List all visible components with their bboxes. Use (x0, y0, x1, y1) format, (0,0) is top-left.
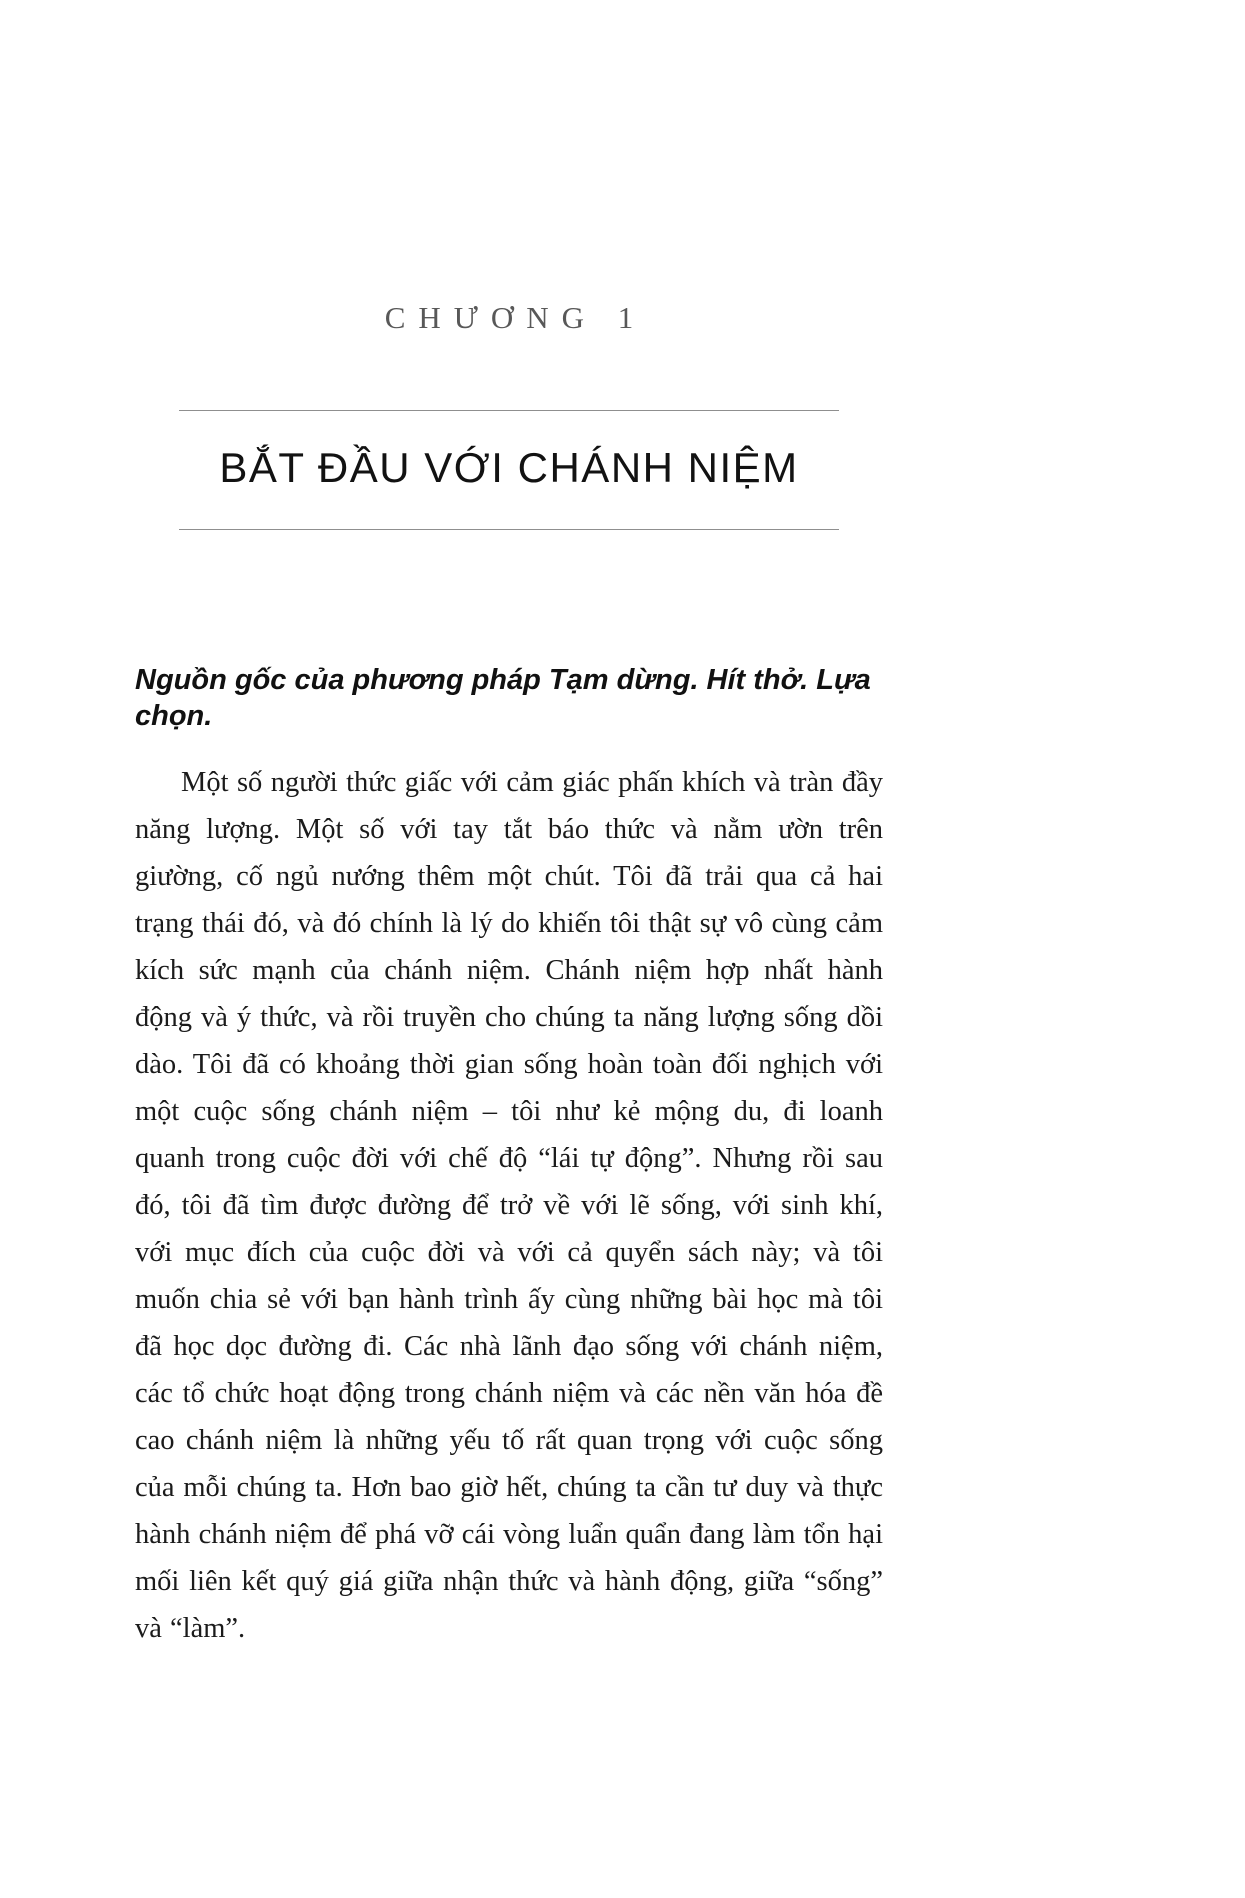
chapter-label: CHƯƠNG 1 (384, 300, 647, 335)
book-page (135, 0, 883, 1652)
chapter-title-block (179, 410, 839, 530)
section-subtitle: Nguồn gốc của phương pháp Tạm dừng. Hít thở. Lựa chọn. (135, 664, 871, 733)
body-paragraph: Một số người thức giấc với cảm giác phấn khích và tràn đầy năng lượng. Một số với tay tắt báo thức và nằm ườn trên giường, cố ngủ nướng thêm một chút. Tôi đã trải qua cả hai trạng thái đó, và đó chính là lý do khiến tôi thật sự vô cùng cảm kích sức mạnh của chánh niệm. Chánh niệm hợp nhất hành động và ý thức, và rồi truyền cho chúng ta năng lượng sống dồi dào. Tôi đã có khoảng thời gian sống hoàn toàn đối nghịch với một cuộc sống chánh niệm – tôi như kẻ mộng du, đi loanh quanh trong cuộc đời với chế độ “lái tự động”. Nhưng rồi sau đó, tôi đã tìm được đường để trở về với lẽ sống, với sinh khí, với mục đích của cuộc đời và với cả quyển sách này; và tôi muốn chia sẻ với bạn hành trình ấy cùng những bài học mà tôi đã học dọc đường đi. Các nhà lãnh đạo sống với chánh niệm, các tổ chức hoạt động trong chánh niệm và các nền văn hóa đề cao chánh niệm là những yếu tố rất quan trọng với cuộc sống của mỗi chúng ta. Hơn bao giờ hết, chúng ta cần tư duy và thực hành chánh niệm để phá vỡ cái vòng luẩn quẩn đang làm tổn hại mối liên kết quý giá giữa nhận thức và hành động, giữa “sống” và “làm”. (135, 766, 883, 1644)
chapter-title: BẮT ĐẦU VỚI CHÁNH NIỆM (219, 444, 799, 491)
title-rule-bottom (179, 529, 839, 530)
